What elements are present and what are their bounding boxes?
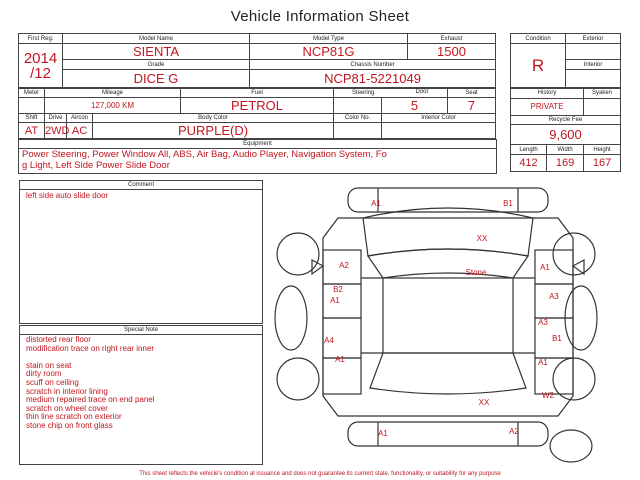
- equipment-line: g Light, Left Side Power Slide Door: [22, 159, 170, 171]
- sheet-title: Vehicle Information Sheet: [230, 8, 410, 25]
- first-reg-year: 2014: [23, 49, 58, 67]
- mileage-value: 127,000 KM: [45, 98, 181, 114]
- history-table: [510, 88, 621, 172]
- history-label: History: [511, 89, 584, 99]
- mileage-label: Mileage: [45, 89, 181, 98]
- meter-value: [19, 98, 45, 114]
- special-note-item: thin line scratch on exterior: [26, 412, 122, 422]
- condition-table: [510, 33, 621, 88]
- chassis-number-value: NCP81-5221049: [250, 70, 496, 88]
- comment-label: Comment: [20, 181, 262, 190]
- fuel-value: PETROL: [181, 98, 334, 114]
- special-note-item: scratch on wheel cover: [26, 403, 108, 413]
- wheel-icon: [277, 358, 319, 400]
- wheel-icon: [275, 286, 307, 350]
- model-name-value: SIENTA: [63, 44, 250, 60]
- damage-mark: B1: [503, 199, 513, 208]
- special-note-item: dirty room: [26, 369, 62, 379]
- syaken-value: [584, 98, 621, 115]
- condition-label: Condition: [511, 34, 566, 44]
- disclaimer-footer: This sheet reflects the vehicle's condition at issuance and does not guarantee its current state, functionality, or suitability for any purpose: [139, 471, 501, 477]
- color-no-label: Color No.: [334, 114, 382, 123]
- equipment-box: [18, 139, 497, 174]
- length-label: Length: [511, 145, 547, 155]
- damage-mark: A1: [330, 296, 340, 305]
- recycle-fee-value: 9,600: [511, 125, 621, 145]
- windshield: [368, 249, 528, 278]
- damage-mark: A1: [538, 358, 548, 367]
- width-value: 169: [547, 154, 584, 171]
- damage-mark: XX: [476, 234, 488, 243]
- chassis-number-label: Chassis Number: [250, 60, 496, 70]
- color-no-value: [334, 123, 382, 139]
- damage-mark: A1: [371, 199, 381, 208]
- door-label: Door: [415, 89, 429, 95]
- interior-value: [566, 70, 621, 88]
- width-label: Width: [547, 145, 584, 155]
- exterior-value: [566, 44, 621, 60]
- grade-value: DICE G: [63, 70, 250, 88]
- rear-glass: [370, 353, 526, 394]
- damage-mark: A2: [509, 427, 519, 436]
- special-note-item: distorted rear floor: [26, 335, 91, 344]
- interior-color-label: Interior Color: [382, 114, 496, 123]
- special-note-box: [19, 325, 263, 465]
- damage-mark: W2: [542, 391, 554, 400]
- special-note-list: [20, 335, 262, 431]
- special-note-item: stone chip on front glass: [26, 420, 113, 430]
- meter-label: Meter: [19, 89, 45, 98]
- history-value: PRIVATE: [511, 98, 584, 115]
- damage-mark: Stone: [465, 268, 487, 277]
- length-value: 412: [511, 154, 547, 171]
- body-color-label: Body Color: [93, 114, 334, 123]
- comment-box: [19, 180, 263, 324]
- wheel-icon: [553, 233, 595, 275]
- car-damage-diagram: [268, 178, 640, 471]
- damage-mark: A1: [378, 429, 388, 438]
- equipment-line: Power Steering, Power Window All, ABS, Air Bag, Audio Player, Navigation System, Fo: [22, 149, 387, 160]
- fuel-label: Fuel: [181, 89, 334, 98]
- condition-value: R: [511, 44, 566, 88]
- damage-mark: A1: [335, 355, 345, 364]
- height-label: Height: [584, 145, 621, 155]
- first-reg-label: First Reg.: [19, 34, 63, 44]
- recycle-fee-label: Recycle Fee: [511, 115, 621, 125]
- damage-mark: A1: [540, 263, 550, 272]
- special-note-item: stain on seat: [26, 360, 72, 370]
- seat-label: Seat: [448, 89, 496, 98]
- right-mirror: [573, 260, 584, 274]
- model-type-label: Model Type: [250, 34, 408, 44]
- damage-mark: XX: [478, 398, 490, 407]
- equipment-label: Equipment: [19, 140, 496, 149]
- shift-value: AT: [19, 123, 45, 139]
- special-note-item: modification trace on right rear inner: [26, 343, 155, 353]
- grade-label: Grade: [63, 60, 250, 70]
- damage-mark: A3: [538, 318, 548, 327]
- door-value: 5: [382, 98, 448, 114]
- drive-label: Drive: [45, 114, 67, 123]
- height-value: 167: [584, 154, 621, 171]
- damage-mark: B2: [333, 285, 343, 294]
- damage-mark: A3: [549, 292, 559, 301]
- first-reg-month: /12: [30, 64, 51, 82]
- drive-value: 2WD: [45, 124, 70, 137]
- aircon-label: Aircon: [67, 114, 93, 123]
- syaken-label: Syaken: [584, 89, 621, 99]
- damage-mark: A2: [339, 261, 349, 270]
- exterior-label: Exterior: [566, 34, 621, 44]
- model-name-label: Model Name: [63, 34, 250, 44]
- body-color-value: PURPLE(D): [93, 123, 334, 139]
- damage-mark: A4: [324, 336, 334, 345]
- special-note-label: Special Note: [20, 326, 262, 335]
- model-type-value: NCP81G: [250, 44, 408, 60]
- interior-label: Interior: [566, 60, 621, 70]
- comment-text: left side auto slide door: [26, 191, 109, 200]
- special-note-item: scuff on ceiling: [26, 377, 79, 387]
- steering-label: Steering: [334, 89, 448, 98]
- equipment-text: [19, 149, 496, 171]
- aircon-value: AC: [67, 123, 93, 139]
- shift-label: Shift: [19, 114, 45, 123]
- seat-value: 7: [448, 98, 496, 114]
- exhaust-value: 1500: [408, 44, 496, 60]
- first-reg-value: [19, 44, 63, 88]
- interior-color-value: [382, 123, 496, 139]
- spare-wheel-icon: [550, 430, 592, 462]
- steering-value: [334, 98, 382, 114]
- special-note-item: medium repaired trace on end panel: [26, 395, 155, 405]
- roof-panel: [383, 278, 513, 353]
- exhaust-label: Exhaust: [408, 34, 496, 44]
- vehicle-info-table: [18, 33, 496, 88]
- damage-mark: B1: [552, 334, 562, 343]
- special-note-item: scratch in interior lining: [26, 386, 108, 396]
- wheel-icon: [277, 233, 319, 275]
